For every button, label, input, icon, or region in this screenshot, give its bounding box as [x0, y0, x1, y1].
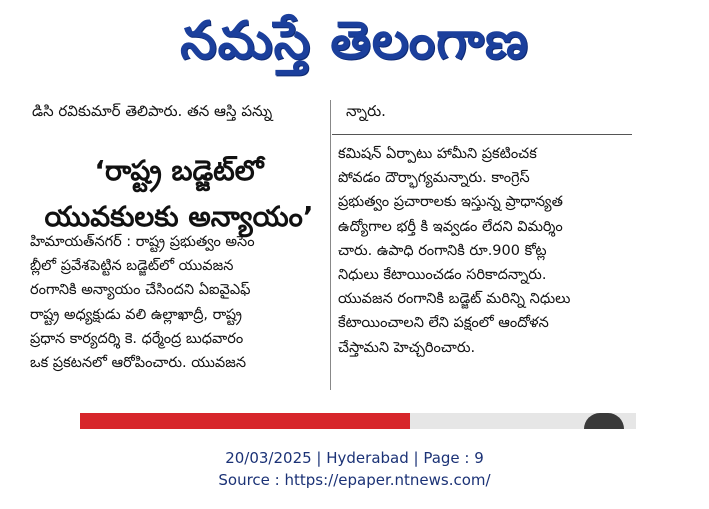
next-article-cropped-strip	[80, 413, 636, 429]
body-line: యువజన రంగానికి బడ్జెట్ మరిన్ని నిధులు	[338, 291, 571, 308]
column-divider-vertical	[330, 100, 331, 390]
body-line: ప్రభుత్వం ప్రచారాలకు ఇస్తున్న ప్రాధాన్యత	[338, 194, 563, 211]
previous-article-strip	[0, 98, 709, 126]
body-line: రాష్ట్ర అధ్యక్షుడు వలి ఉల్లాఖాద్రీ, రాష్ట్ర	[30, 306, 242, 323]
body-line: చారు. ఉపాధి రంగానికి రూ.900 కోట్ల	[338, 242, 547, 259]
next-article-photo-area	[410, 413, 636, 429]
headline-line: యువకులకు అన్యాయం’	[44, 200, 314, 233]
body-line: నిధులు కేటాయించడం సరికాదన్నారు.	[338, 267, 547, 284]
previous-article-left-text: డిసి రవికుమార్ తెలిపారు. తన ఆస్తి పన్ను	[32, 102, 273, 120]
article-headline	[30, 148, 328, 240]
body-line: పోవడం దౌర్భాగ్యమన్నారు. కాంగ్రెస్	[338, 170, 530, 187]
next-article-banner	[80, 413, 410, 429]
photo-thumbnail	[584, 413, 624, 429]
previous-article-right-text: న్నారు.	[346, 102, 386, 120]
footer-edition-info: 20/03/2025 | Hyderabad | Page : 9	[225, 449, 484, 467]
body-line: ప్రధాన కార్యదర్శి కె. ధర్మేంద్ర బుధవారం	[30, 330, 244, 347]
footer-source-link[interactable]: Source : https://epaper.ntnews.com/	[218, 471, 491, 489]
column-divider-horizontal	[332, 134, 632, 135]
article-body-left-column	[30, 230, 326, 375]
body-line: చేస్తామని హెచ్చరించారు.	[338, 339, 476, 356]
body-line: ఒక ప్రకటనలో ఆరోపించారు. యువజన	[30, 355, 247, 372]
article-body-right-column	[338, 142, 634, 360]
headline-line: ‘రాష్ట్ర బడ్జెట్‌లో	[94, 154, 264, 187]
body-line: హిమాయత్‌నగర్ : రాష్ట్ర ప్రభుత్వం అసెం	[30, 234, 255, 250]
newspaper-masthead: నమస్తే తెలంగాణ	[180, 11, 529, 71]
body-line: కేటాయించాలని లేని పక్షంలో ఆందోళన	[338, 315, 549, 332]
body-line: బ్లీలో ప్రవేశపెట్టిన బడ్జెట్‌లో యువజన	[30, 258, 234, 275]
body-line: ఉద్యోగాల భర్తీ కి ఇవ్వడం లేదని విమర్శిం	[338, 218, 563, 235]
body-line: రంగానికి అన్యాయం చేసిందని ఏఐవైఎఫ్	[30, 282, 251, 299]
body-line: కమిషన్ ఏర్పాటు హామీని ప్రకటించక	[338, 146, 537, 162]
